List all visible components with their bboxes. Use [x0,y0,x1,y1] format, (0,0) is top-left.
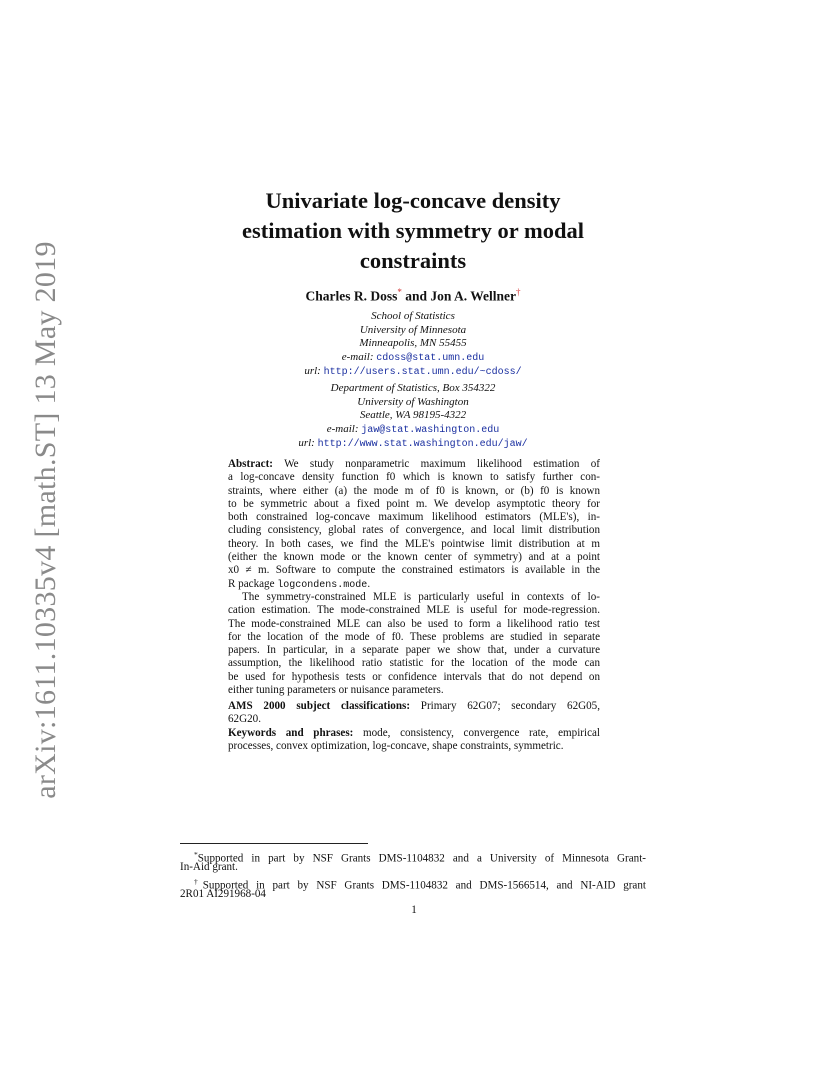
abstract-line: for the location of the mode of f0. These problems are studied in separate [228,630,600,643]
package-name: logcondens.mode [277,579,368,591]
author-conjunction: and [405,288,428,304]
abstract-line: The symmetry-constrained MLE is particularly useful in contexts of lo- [242,590,600,603]
title-line: constraints [359,248,467,273]
abstract-label: Abstract: [228,458,273,470]
keywords-label: Keywords and phrases: [228,727,354,739]
abstract-line: x0 ≠ m. Software to compute the constrained estimators is available in the [228,564,600,577]
author-list [180,287,646,305]
footnote-mark: † [194,876,203,886]
abstract-line: assumption, the likelihood ratio statistic for the location of the mode can [228,657,600,670]
footnotes [180,848,646,902]
email-link[interactable]: cdoss@stat.umn.edu [376,352,485,364]
email-label: e-mail: [326,422,359,435]
ams-text: Primary 62G07; secondary 62G05, [410,700,600,712]
url-label: url: [304,365,321,378]
abstract-line: a log-concave density function f0 which is known to satisfy further con- [228,471,600,484]
ams-classification [228,700,600,727]
ams-text: 62G20. [228,713,261,726]
footnote-text: 2R01 AI291968-04 [180,888,266,901]
title-line: estimation with symmetry or modal [241,218,585,243]
affiliation-block [200,382,626,452]
affiliation-university: University of Washington [357,395,469,408]
footnote-rule [180,843,368,844]
footnote-mark[interactable]: † [516,287,521,297]
abstract-line: We study nonparametric maximum likelihood estimation of [272,458,600,470]
abstract-line: straints, where either (a) the mode m of f0 is known, or (b) f0 is known [228,484,600,497]
abstract-line: R package [228,577,278,590]
keywords [228,727,600,754]
email-label: e-mail: [341,350,374,363]
url-link[interactable]: http://users.stat.umn.edu/~cdoss/ [323,367,522,379]
keywords-text: processes, convex optimization, log-concave, shape constraints, symmetric. [228,740,564,753]
abstract-line: papers. In particular, in a separate paper we show that, under a curvature [228,644,600,657]
affiliation-city: Minneapolis, MN 55455 [359,337,467,350]
affiliation-city: Seattle, WA 98195-4322 [359,409,467,422]
affiliation-university: University of Minnesota [359,323,467,336]
affiliation-block [200,310,626,380]
abstract [228,458,600,697]
abstract-line: theory. In both cases, we find the MLE's pointwise limit distribution at m [228,537,600,550]
footnote-text: Supported in part by NSF Grants DMS-1104832 and a University of Minnesota Grant- [197,852,646,865]
page-number: 1 [411,904,417,916]
url-link[interactable]: http://www.stat.washington.edu/jaw/ [317,439,528,451]
author-name: Charles R. Doss [305,288,398,304]
footnote-text: Supported in part by NSF Grants DMS-1104832 and DMS-1566514, and NI-AID grant [202,879,646,892]
abstract-line: cation estimation. The mode-constrained MLE is useful for mode-regression. [228,604,600,617]
abstract-line: be used for hypothesis tests or confidence intervals that do not depend on [228,670,600,683]
abstract-line: to be symmetric about a fixed point m. We develop asymptotic theory for [228,497,600,510]
abstract-line: both constrained log-concave maximum likelihood estimators (MLE's), in- [228,511,600,524]
affiliation-dept: Department of Statistics, Box 354322 [330,382,496,394]
abstract-line: (either the known mode or the known center of symmetry) and at a point [228,551,600,564]
footnote-mark: * [194,850,198,859]
url-label: url: [298,437,315,450]
abstract-line: cluding consistency, global rates of convergence, and local limit distribution [228,524,600,537]
footnote-mark[interactable]: * [397,287,402,297]
title-line: Univariate log-concave density [265,188,561,213]
abstract-line: either tuning parameters or nuisance parameters. [228,684,444,697]
abstract-line: The mode-constrained MLE can also be used to form a likelihood ratio test [228,617,600,630]
footnote-text: In-Aid grant. [180,861,238,874]
author-name: Jon A. Wellner [430,288,517,304]
affiliation-dept: School of Statistics [371,310,455,322]
arxiv-identifier-stamp: arXiv:1611.10335v4 [math.ST] 13 May 2019 [29,241,62,799]
email-link[interactable]: jaw@stat.washington.edu [361,424,500,436]
paper-title [180,186,646,276]
abstract-period: . [367,577,371,590]
ams-label: AMS 2000 subject classifications: [228,700,411,712]
keywords-text: mode, consistency, convergence rate, empirical [353,727,600,739]
